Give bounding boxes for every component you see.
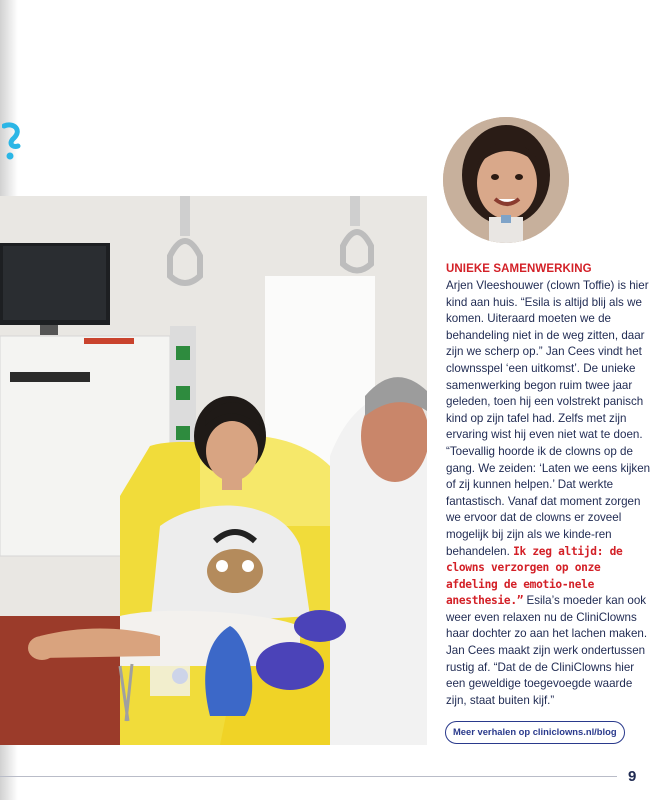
body-intro: Arjen Vleeshouwer (clown Toffie) is hier kind aan huis. “Esila is altijd blij als we komen. Uiteraard moeten we de behandeling niet in de weg zitten, daar zijn we scherp op.” Jan Cees vindt het clownsspel ‘een uitkomst’. De unieke samenwerking begon ruim twee jaar geleden, toen hij een volstrekt panisch kind op zijn tafel had. Zelfs met zijn ervaring wist hij even niet wat te doen. “Toevallig hoorde ik de clowns op de gang. We zeiden: ‘Laten we eens kijken of zij kunnen helpen.’ Dat werkte fantastisch. Vanaf dat moment zorgen we ervoor dat de clowns er zoveel mogelijk bij zijn als we kinde-ren behandelen. (446, 279, 651, 558)
article-column (446, 262, 652, 709)
blog-link-button[interactable]: Meer verhalen op cliniclowns.nl/blog (445, 721, 625, 744)
decorative-swirl-icon (2, 120, 24, 162)
girl-portrait (443, 117, 569, 243)
footer-rule (0, 776, 617, 777)
article-body (446, 278, 652, 709)
page-number: 9 (628, 768, 637, 785)
highlighted-quote: Ik zeg altijd: de clowns verzorgen op onze afdeling de emotio-nele anesthesie.” (446, 544, 623, 608)
hospital-treatment-photo (0, 196, 427, 745)
section-title: UNIEKE SAMENWERKING (446, 263, 592, 275)
body-outro: Esila’s moeder kan ook weer even relaxen nu de CliniClowns haar dochter zo aan het lachen maken. Jan Cees maakt zijn werk ondertussen rustig af. “Dat de de CliniClowns hier een geweldige toegevoegde waarde zijn, staat buiten kijf.” (446, 594, 648, 707)
